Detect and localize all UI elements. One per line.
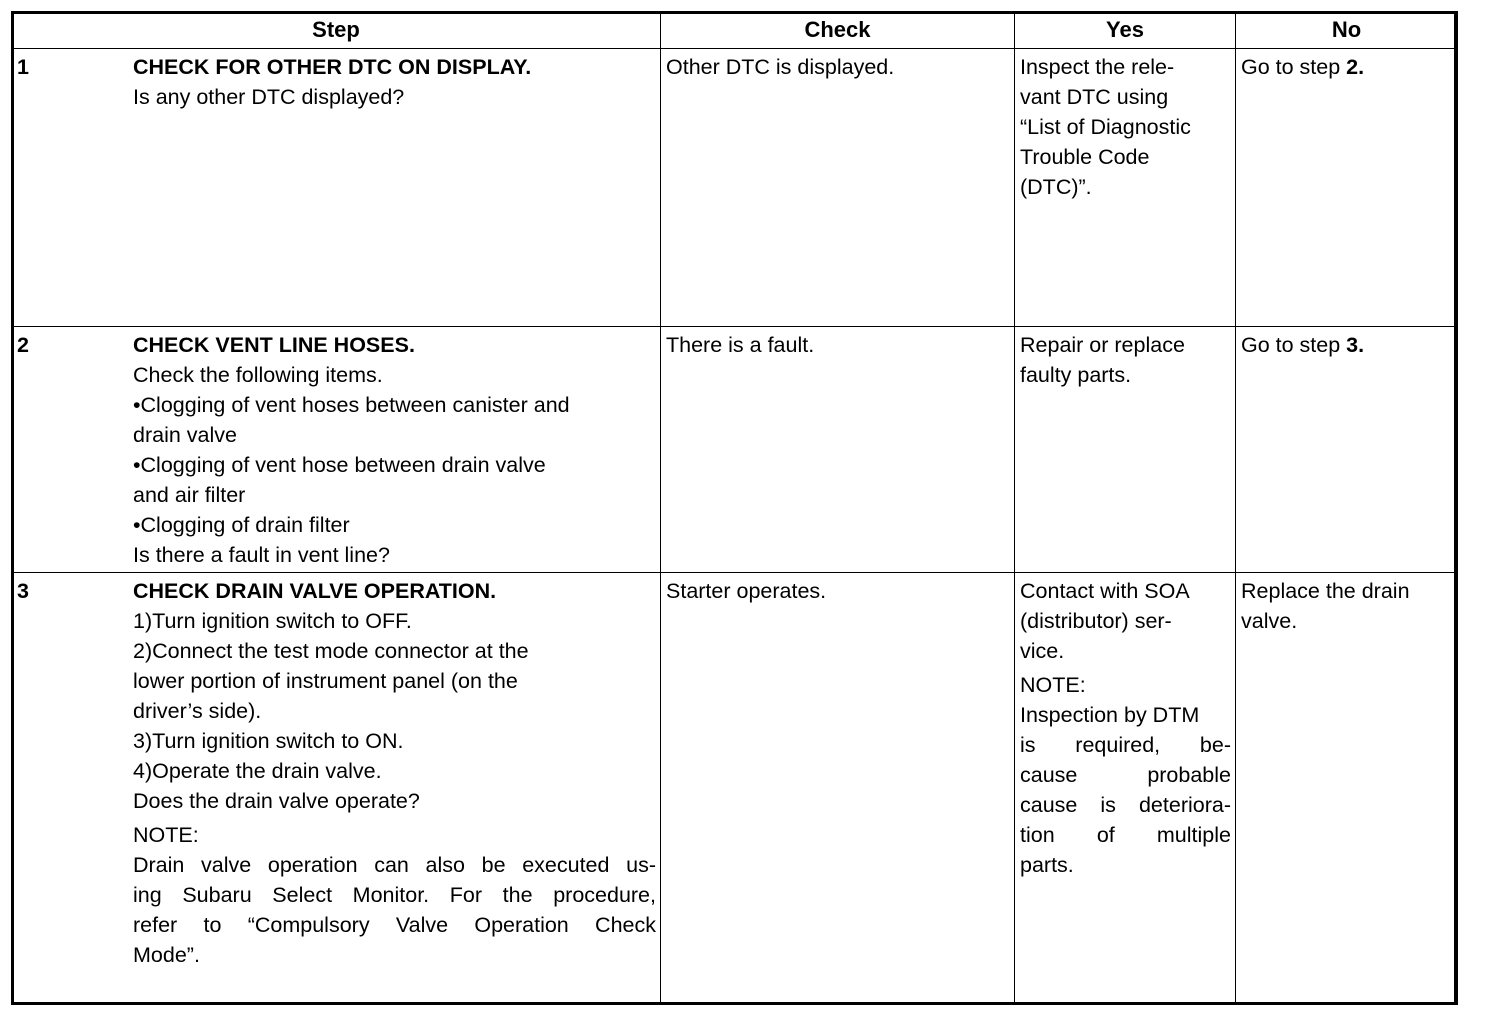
step-line: 4)Operate the drain valve.: [133, 759, 382, 783]
step-number: 2: [17, 333, 29, 357]
note-line: refer to “Compulsory Valve Operation Check: [133, 913, 656, 937]
step-reference: 3.: [1346, 333, 1365, 357]
table-outer-border: [11, 11, 1457, 1005]
step-line: driver’s side).: [133, 699, 262, 723]
step-line: •Clogging of vent hoses between canister and: [133, 393, 570, 417]
header-yes: Yes: [1015, 12, 1236, 49]
note-line: is required, be-: [1020, 733, 1231, 757]
header-no: No: [1236, 12, 1458, 49]
yes-line: “List of Diagnostic: [1020, 115, 1191, 139]
check-text: There is a fault.: [666, 333, 815, 357]
no-line: valve.: [1241, 609, 1298, 633]
step-heading: CHECK VENT LINE HOSES.: [133, 333, 415, 357]
step-line: 3)Turn ignition switch to ON.: [133, 729, 404, 753]
step-line: and air filter: [133, 483, 246, 507]
no-text: Go to step: [1241, 55, 1347, 79]
no-text: Go to step: [1241, 333, 1347, 357]
step-line: 1)Turn ignition switch to OFF.: [133, 609, 412, 633]
yes-line: Inspect the rele-: [1020, 55, 1175, 79]
note-line: cause probable: [1020, 763, 1231, 787]
step-line: Is there a fault in vent line?: [133, 543, 390, 567]
step-heading: CHECK FOR OTHER DTC ON DISPLAY.: [133, 55, 532, 79]
yes-line: faulty parts.: [1020, 363, 1132, 387]
no-line: Replace the drain: [1241, 579, 1410, 603]
header-check: Check: [661, 12, 1015, 49]
step-line: Does the drain valve operate?: [133, 789, 420, 813]
note-line: Drain valve operation can also be executed us-: [133, 853, 656, 877]
step-line: •Clogging of vent hose between drain valve: [133, 453, 546, 477]
step-number: 1: [17, 55, 29, 79]
yes-line: (distributor) ser-: [1020, 609, 1172, 633]
check-text: Starter operates.: [666, 579, 827, 603]
header-step: Step: [12, 12, 661, 49]
note-label: NOTE:: [133, 823, 199, 847]
note-line: ing Subaru Select Monitor. For the procedure,: [133, 883, 656, 907]
step-line: drain valve: [133, 423, 237, 447]
note-line: Inspection by DTM: [1020, 703, 1200, 727]
step-line: Check the following items.: [133, 363, 383, 387]
step-line: lower portion of instrument panel (on the: [133, 669, 518, 693]
step-line: 2)Connect the test mode connector at the: [133, 639, 529, 663]
yes-line: (DTC)”.: [1020, 175, 1092, 199]
note-line: parts.: [1020, 853, 1074, 877]
step-reference: 2.: [1346, 55, 1365, 79]
yes-line: vant DTC using: [1020, 85, 1169, 109]
note-line: cause is deteriora-: [1020, 793, 1231, 817]
note-line: Mode”.: [133, 943, 200, 967]
step-heading: CHECK DRAIN VALVE OPERATION.: [133, 579, 497, 603]
step-line: •Clogging of drain filter: [133, 513, 350, 537]
check-text: Other DTC is displayed.: [666, 55, 895, 79]
yes-line: Contact with SOA: [1020, 579, 1190, 603]
step-number: 3: [17, 579, 29, 603]
note-label: NOTE:: [1020, 673, 1086, 697]
step-line: Is any other DTC displayed?: [133, 85, 405, 109]
note-line: tion of multiple: [1020, 823, 1231, 847]
yes-line: Trouble Code: [1020, 145, 1150, 169]
yes-line: vice.: [1020, 639, 1065, 663]
yes-line: Repair or replace: [1020, 333, 1185, 357]
